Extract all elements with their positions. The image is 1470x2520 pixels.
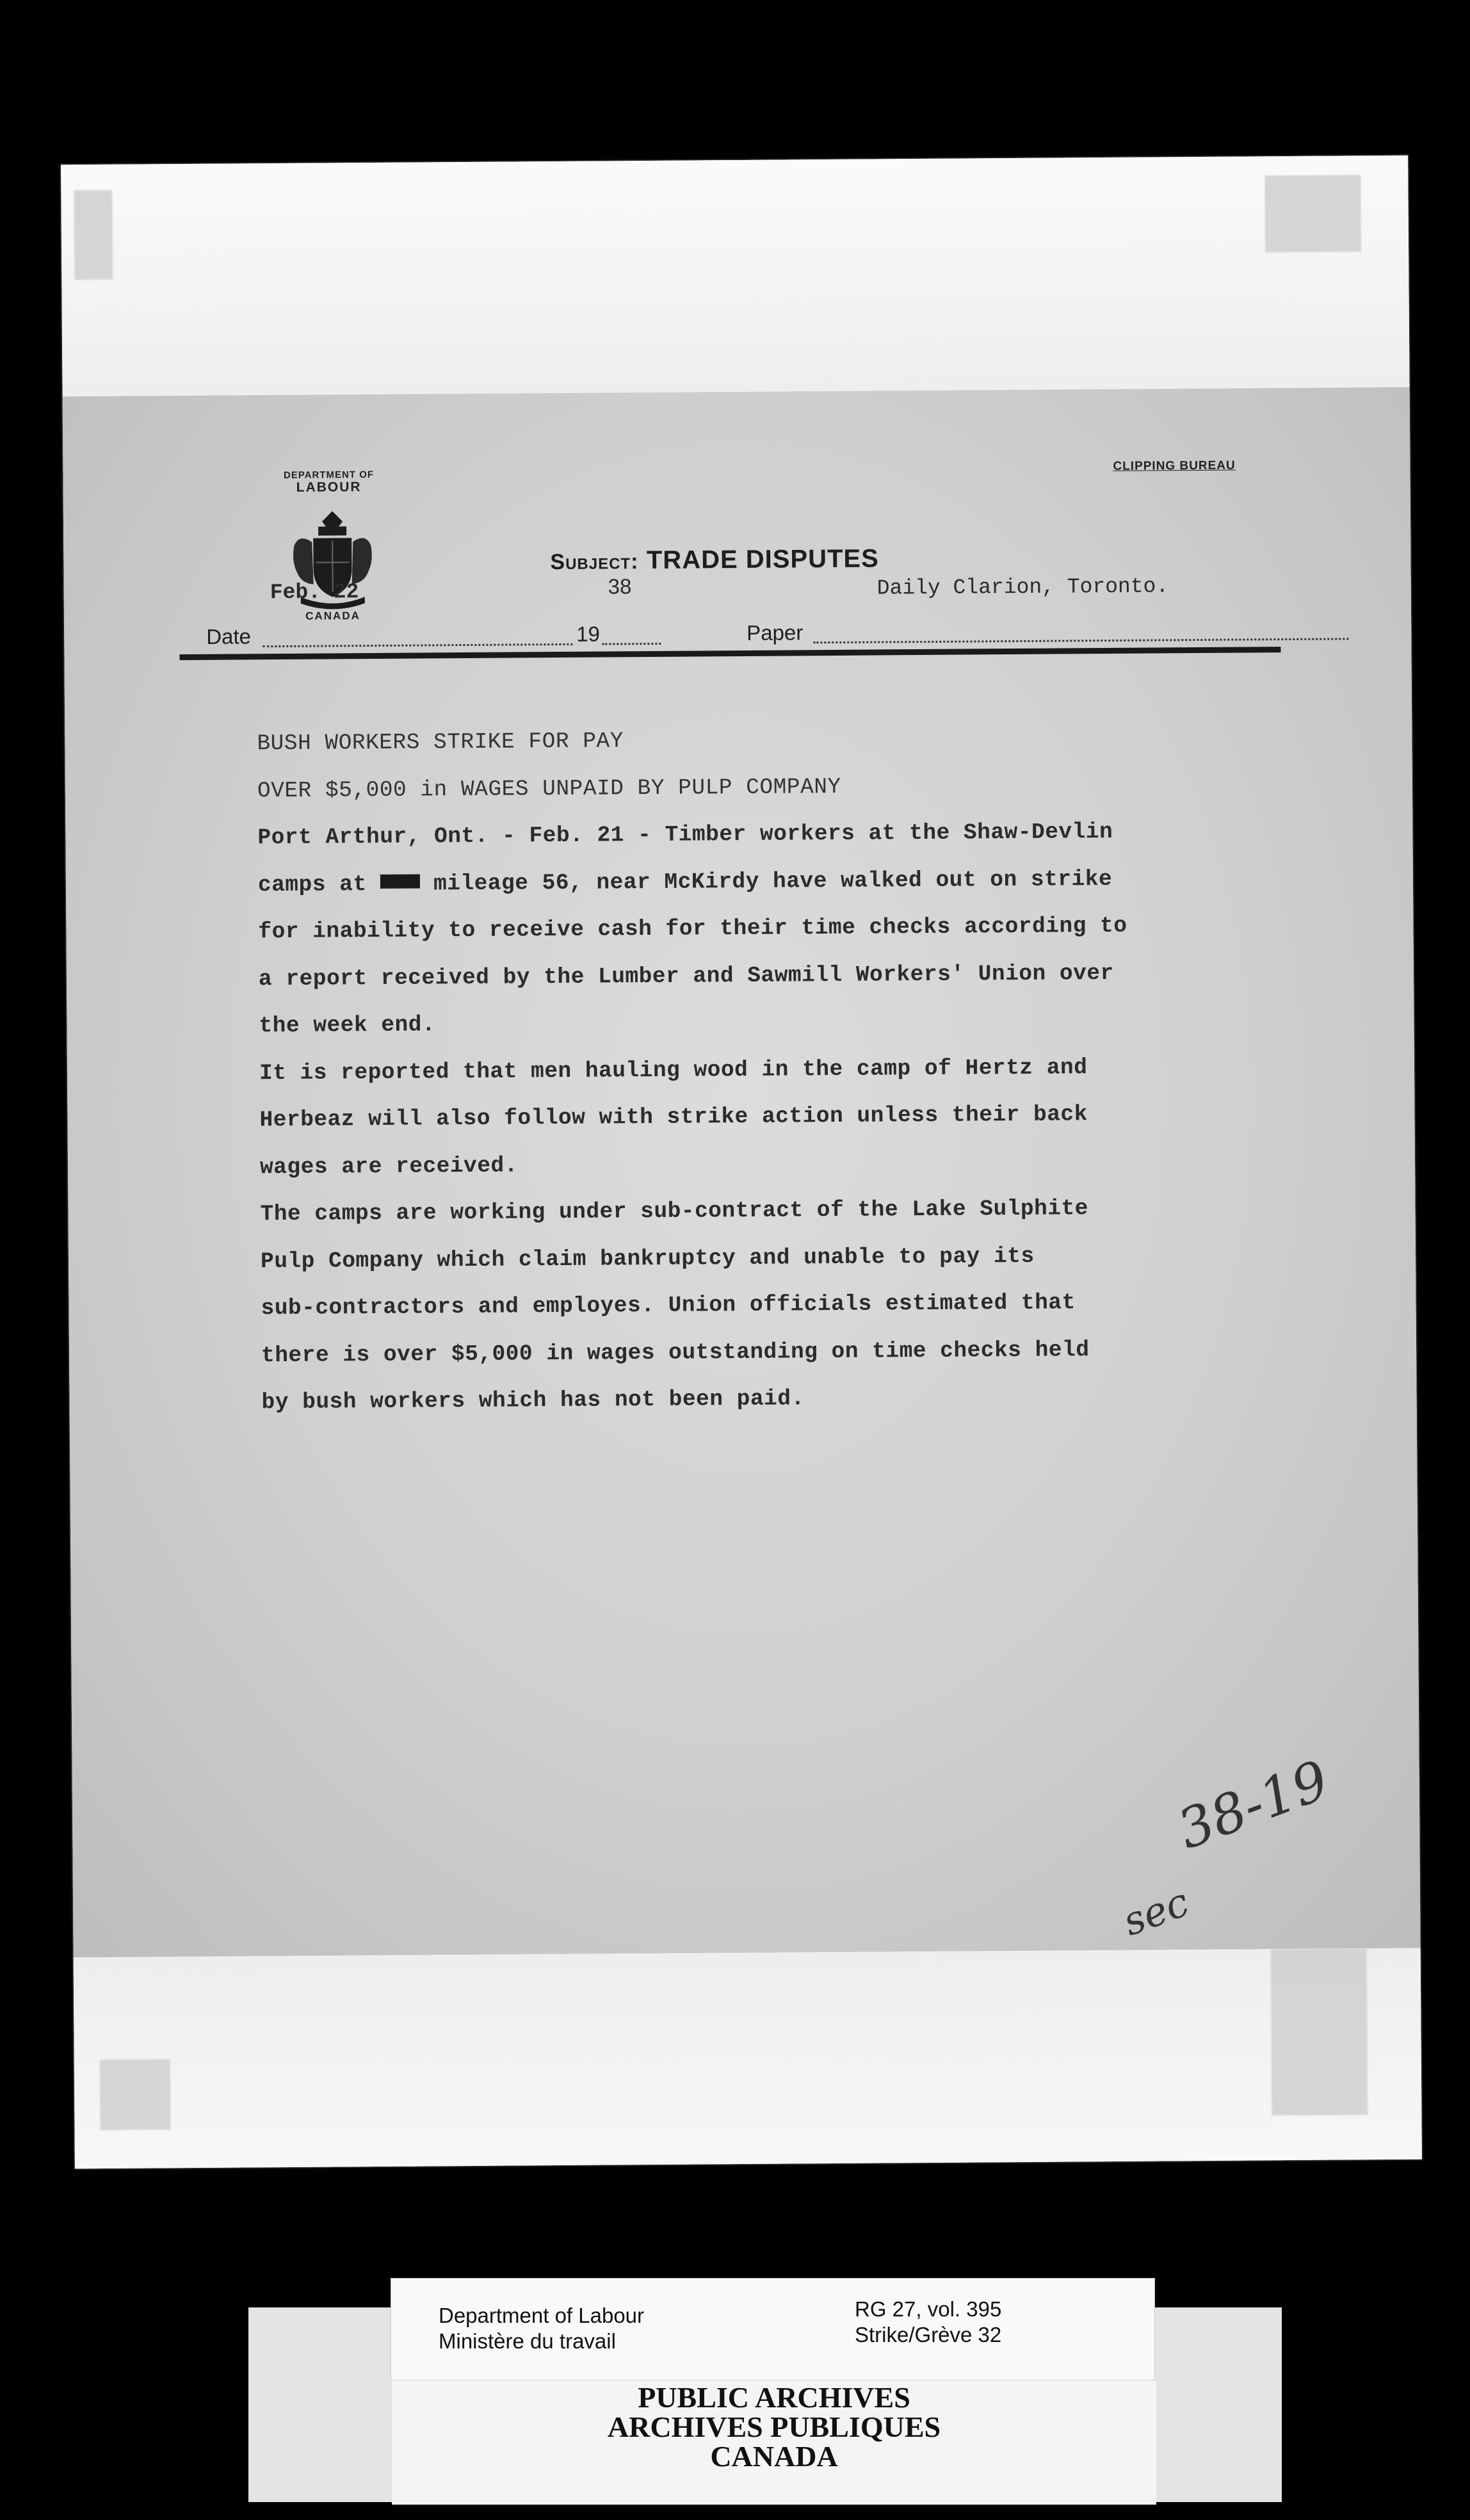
- article-line-prefix: camps at: [257, 871, 380, 898]
- article-line: sub-contractors and employes. Union officials estimated that: [261, 1290, 1076, 1321]
- headline-secondary: OVER $5,000 in WAGES UNPAID BY PULP COMPANY: [257, 774, 841, 804]
- paper-label: Paper: [747, 620, 804, 645]
- strike-number: Strike/Grève 32: [855, 2323, 1002, 2346]
- subject-label: Subject:: [550, 549, 639, 575]
- archive-title: [392, 2383, 1156, 2471]
- article-line: wages are received.: [259, 1152, 519, 1180]
- paper-value: Daily Clarion, Toronto.: [876, 574, 1169, 601]
- date-label: Date: [206, 624, 252, 649]
- record-group-reference: RG 27, vol. 395: [855, 2297, 1002, 2321]
- article-line: a report received by the Lumber and Sawmill Workers' Union over: [258, 960, 1114, 992]
- headline-primary: BUSH WORKERS STRIKE FOR PAY: [257, 729, 624, 757]
- tape-mark: [74, 190, 113, 280]
- year-dotted-line: [602, 643, 661, 645]
- archive-title-french: ARCHIVES PUBLIQUES: [607, 2411, 941, 2443]
- department-line2: LABOUR: [296, 479, 362, 495]
- clipping-bureau-label: CLIPPING BUREAU: [1113, 458, 1236, 473]
- paper-dotted-line: [813, 638, 1348, 643]
- date-value: Feb. 22: [270, 580, 359, 605]
- struck-out-word: [380, 875, 420, 889]
- article-line: the week end.: [259, 1012, 436, 1039]
- tape-mark: [1264, 175, 1361, 252]
- article-body: [257, 713, 1312, 1426]
- archive-title-country: CANADA: [710, 2440, 838, 2473]
- top-paper-margin: [61, 156, 1409, 397]
- date-dotted-line: [262, 643, 572, 647]
- article-line-rest: mileage 56, near McKirdy have walked out on strike: [433, 866, 1113, 896]
- handwritten-file-number: 38-19: [1169, 1748, 1337, 1862]
- article-line: Herbeaz will also follow with strike action unless their back: [259, 1102, 1088, 1133]
- article-line: for inability to receive cash for their time checks according to: [258, 913, 1127, 945]
- article-line: It is reported that men hauling wood in the camp of Hertz and: [259, 1054, 1088, 1086]
- article-line: The camps are working under sub-contract of the Lake Sulphite: [260, 1196, 1089, 1227]
- archive-reference-label: [391, 2278, 1155, 2380]
- department-heading: [261, 470, 396, 495]
- newspaper-clipping: [63, 387, 1421, 1958]
- handwritten-word: sec: [1117, 1878, 1195, 1946]
- scanned-document-page: [61, 156, 1422, 2169]
- article-line: Pulp Company which claim bankruptcy and unable to pay its: [260, 1243, 1035, 1274]
- department-line1: DEPARTMENT OF: [283, 469, 375, 481]
- archive-title-english: PUBLIC ARCHIVES: [638, 2381, 910, 2414]
- department-french: Ministère du travail: [439, 2329, 616, 2353]
- department-english: Department of Labour: [439, 2304, 645, 2327]
- tape-mark: [1271, 1948, 1368, 2115]
- article-line: there is over $5,000 in wages outstanding on time checks held: [261, 1337, 1090, 1368]
- date-paper-row: [206, 573, 1359, 652]
- handwritten-file-note: [1112, 1748, 1358, 1948]
- year-prefix: 19: [576, 622, 601, 646]
- subject-value: TRADE DISPUTES: [646, 544, 879, 575]
- tape-mark: [100, 2059, 171, 2130]
- article-line: [258, 854, 1308, 909]
- year-value: 38: [608, 574, 632, 599]
- country-caption: CANADA: [305, 610, 360, 622]
- bottom-paper-margin: [74, 1948, 1422, 2169]
- article-line: Port Arthur, Ont. - Feb. 21 - Timber workers at the Shaw-Devlin: [257, 819, 1113, 851]
- article-line: by bush workers which has not been paid.: [261, 1386, 805, 1416]
- subject-heading: [550, 544, 879, 576]
